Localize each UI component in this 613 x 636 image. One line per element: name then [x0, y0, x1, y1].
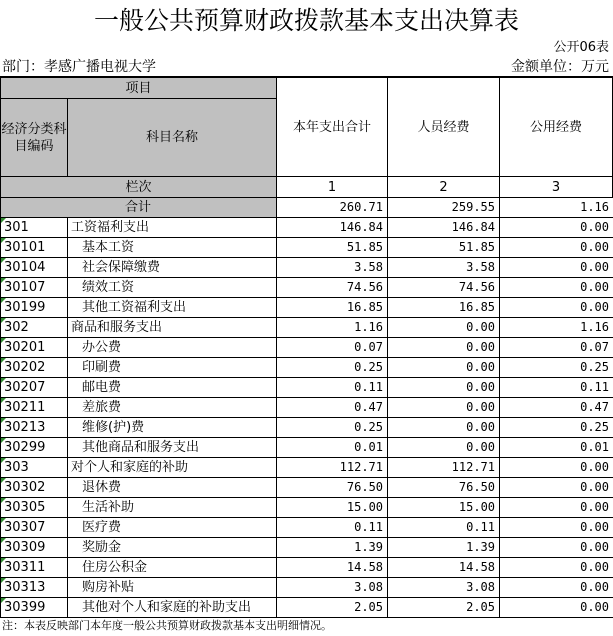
- seq-3: 3: [499, 176, 613, 198]
- row-total: 16.85: [277, 298, 388, 318]
- row-public: 0.07: [500, 338, 613, 358]
- row-code: 30201: [1, 338, 68, 358]
- table-row: [1, 498, 613, 518]
- expenditure-table: [0, 197, 613, 618]
- row-total: 0.25: [277, 358, 388, 378]
- row-personnel: 74.56: [388, 278, 500, 298]
- row-public: 0.00: [500, 558, 613, 578]
- header-subject-name: 科目名称: [67, 98, 277, 177]
- row-personnel: 1.39: [388, 538, 500, 558]
- row-personnel: 0.00: [388, 378, 500, 398]
- row-total: 14.58: [277, 558, 388, 578]
- row-public: 0.00: [500, 458, 613, 478]
- row-public: 0.00: [500, 578, 613, 598]
- table-code: 公开06表: [553, 40, 609, 55]
- row-public: 0.00: [500, 238, 613, 258]
- table-row: [1, 578, 613, 598]
- row-subject-name: 其他对个人和家庭的补助支出: [68, 598, 277, 618]
- row-subject-name: 其他工资福利支出: [68, 298, 277, 318]
- total-row-public: 1.16: [500, 198, 613, 218]
- header-item: 项目: [0, 77, 277, 99]
- row-total: 0.25: [277, 418, 388, 438]
- unit-label: 金额单位：万元: [511, 59, 609, 75]
- row-code: 30399: [1, 598, 68, 618]
- row-personnel: 0.00: [388, 438, 500, 458]
- row-subject-name: 基本工资: [68, 238, 277, 258]
- row-personnel: 146.84: [388, 218, 500, 238]
- row-personnel: 3.08: [388, 578, 500, 598]
- row-subject-name: 其他商品和服务支出: [68, 438, 277, 458]
- row-code: 30309: [1, 538, 68, 558]
- table-row: [1, 378, 613, 398]
- row-public: 0.00: [500, 218, 613, 238]
- row-public: 0.25: [500, 358, 613, 378]
- table-row: [1, 458, 613, 478]
- seq-2: 2: [387, 176, 500, 198]
- row-personnel: 0.00: [388, 338, 500, 358]
- row-code: 30302: [1, 478, 68, 498]
- row-subject-name: 购房补贴: [68, 578, 277, 598]
- row-personnel: 0.00: [388, 398, 500, 418]
- row-public: 0.00: [500, 258, 613, 278]
- row-code: 302: [1, 318, 68, 338]
- row-total: 0.11: [277, 518, 388, 538]
- table-row: [1, 438, 613, 458]
- table-row: [1, 598, 613, 618]
- table-row: [1, 418, 613, 438]
- row-public: 0.00: [500, 478, 613, 498]
- row-code: 30313: [1, 578, 68, 598]
- footnote: 注：本表反映部门本年度一般公共预算财政拨款基本支出明细情况。: [2, 619, 332, 632]
- row-code: 30311: [1, 558, 68, 578]
- row-code: 30207: [1, 378, 68, 398]
- row-personnel: 76.50: [388, 478, 500, 498]
- row-code: 303: [1, 458, 68, 478]
- total-row-personnel: 259.55: [388, 198, 500, 218]
- row-code: 301: [1, 218, 68, 238]
- row-public: 0.00: [500, 598, 613, 618]
- row-code: 30107: [1, 278, 68, 298]
- row-total: 3.58: [277, 258, 388, 278]
- table-row: [1, 538, 613, 558]
- row-code: 30307: [1, 518, 68, 538]
- table-row: [1, 398, 613, 418]
- row-code: 30101: [1, 238, 68, 258]
- header-total: 本年支出合计: [276, 77, 388, 177]
- row-public: 1.16: [500, 318, 613, 338]
- row-public: 0.00: [500, 298, 613, 318]
- row-personnel: 15.00: [388, 498, 500, 518]
- row-code: 30199: [1, 298, 68, 318]
- header-econ-code: 经济分类科目编码: [0, 98, 68, 177]
- row-public: 0.00: [500, 518, 613, 538]
- row-personnel: 2.05: [388, 598, 500, 618]
- row-personnel: 51.85: [388, 238, 500, 258]
- row-subject-name: 住房公积金: [68, 558, 277, 578]
- total-row: [1, 198, 613, 218]
- header-personnel: 人员经费: [387, 77, 500, 177]
- row-personnel: 0.11: [388, 518, 500, 538]
- row-subject-name: 印刷费: [68, 358, 277, 378]
- row-total: 0.11: [277, 378, 388, 398]
- table-row: [1, 558, 613, 578]
- row-total: 0.47: [277, 398, 388, 418]
- row-subject-name: 绩效工资: [68, 278, 277, 298]
- row-code: 30305: [1, 498, 68, 518]
- table-row: [1, 218, 613, 238]
- row-total: 0.01: [277, 438, 388, 458]
- seq-1: 1: [276, 176, 388, 198]
- row-subject-name: 对个人和家庭的补助: [68, 458, 277, 478]
- row-subject-name: 差旅费: [68, 398, 277, 418]
- row-public: 0.00: [500, 538, 613, 558]
- row-code: 30104: [1, 258, 68, 278]
- table-row: [1, 338, 613, 358]
- row-subject-name: 工资福利支出: [68, 218, 277, 238]
- row-subject-name: 维修(护)费: [68, 418, 277, 438]
- row-seq-label: 栏次: [0, 176, 277, 198]
- row-personnel: 16.85: [388, 298, 500, 318]
- row-personnel: 14.58: [388, 558, 500, 578]
- row-subject-name: 社会保障缴费: [68, 258, 277, 278]
- table-row: [1, 518, 613, 538]
- row-total: 0.07: [277, 338, 388, 358]
- row-total: 2.05: [277, 598, 388, 618]
- table-row: [1, 298, 613, 318]
- row-personnel: 3.58: [388, 258, 500, 278]
- row-public: 0.47: [500, 398, 613, 418]
- row-subject-name: 退休费: [68, 478, 277, 498]
- table-row: [1, 238, 613, 258]
- total-row-total: 260.71: [277, 198, 388, 218]
- row-total: 1.16: [277, 318, 388, 338]
- table-row: [1, 478, 613, 498]
- department-label: 部门：孝感广播电视大学: [2, 59, 156, 75]
- row-personnel: 0.00: [388, 318, 500, 338]
- row-personnel: 112.71: [388, 458, 500, 478]
- expenditure-table-body: [1, 198, 613, 618]
- row-total: 76.50: [277, 478, 388, 498]
- row-public: 0.01: [500, 438, 613, 458]
- row-public: 0.25: [500, 418, 613, 438]
- row-total: 51.85: [277, 238, 388, 258]
- row-total: 112.71: [277, 458, 388, 478]
- row-subject-name: 生活补助: [68, 498, 277, 518]
- row-total: 3.08: [277, 578, 388, 598]
- table-row: [1, 278, 613, 298]
- table-row: [1, 258, 613, 278]
- row-subject-name: 奖励金: [68, 538, 277, 558]
- row-subject-name: 医疗费: [68, 518, 277, 538]
- total-label: 合计: [1, 198, 277, 218]
- row-code: 30299: [1, 438, 68, 458]
- row-personnel: 0.00: [388, 418, 500, 438]
- row-total: 146.84: [277, 218, 388, 238]
- row-code: 30202: [1, 358, 68, 378]
- row-subject-name: 商品和服务支出: [68, 318, 277, 338]
- row-total: 74.56: [277, 278, 388, 298]
- header-public: 公用经费: [499, 77, 613, 177]
- row-subject-name: 办公费: [68, 338, 277, 358]
- row-code: 30213: [1, 418, 68, 438]
- row-code: 30211: [1, 398, 68, 418]
- row-public: 0.00: [500, 498, 613, 518]
- table-row: [1, 358, 613, 378]
- row-total: 1.39: [277, 538, 388, 558]
- report-title: 一般公共预算财政拨款基本支出决算表: [93, 6, 519, 35]
- row-public: 0.00: [500, 278, 613, 298]
- table-row: [1, 318, 613, 338]
- row-subject-name: 邮电费: [68, 378, 277, 398]
- row-personnel: 0.00: [388, 358, 500, 378]
- row-total: 15.00: [277, 498, 388, 518]
- row-public: 0.11: [500, 378, 613, 398]
